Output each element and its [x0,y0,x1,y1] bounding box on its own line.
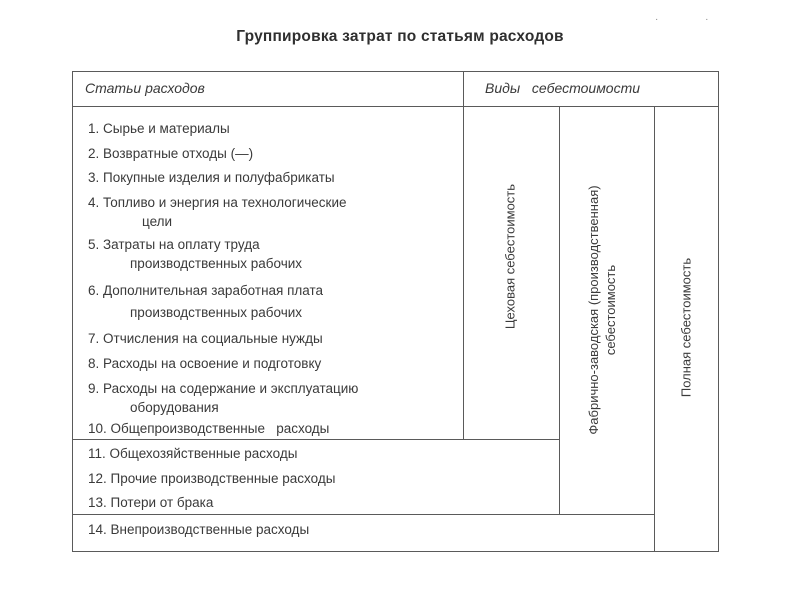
decorative-dots: · · [655,14,731,25]
shop-cost-label: Цеховая себестоимость [502,183,518,330]
list-item: 4. Топливо и энергия на технологические [88,195,347,210]
table-top-border [72,71,719,72]
list-item: 3. Покупные изделия и полуфабрикаты [88,170,335,185]
column-divider-full [654,106,655,552]
header-bottom-border [72,106,719,107]
list-item: 2. Возвратные отходы (—) [88,146,254,161]
column-divider-main [463,71,464,440]
list-item: 10. Общепроизводственные расходы [88,421,330,436]
list-item: 13. Потери от брака [88,495,214,510]
list-item: 11. Общехозяйственные расходы [88,446,298,461]
list-item: 1. Сырье и материалы [88,121,230,136]
column-divider-factory [559,106,560,514]
list-item: 8. Расходы на освоение и подготовку [88,356,322,371]
header-cost-types: Виды себестоимости [485,80,641,96]
list-item-continuation: производственных рабочих [130,305,303,320]
factory-cost-label-line2: себестоимость [603,264,618,356]
header-cost-items: Статьи расходов [85,80,205,96]
list-item: 9. Расходы на содержание и эксплуатацию [88,381,359,396]
table-bottom-border [72,551,719,552]
table-right-border [718,71,719,552]
list-item: 5. Затраты на оплату труда [88,237,260,252]
group-separator-factory [72,514,655,515]
list-item: 12. Прочие производственные расходы [88,471,336,486]
list-item-continuation: оборудования [130,400,219,415]
page-title: Группировка затрат по статьям расходов [236,28,564,45]
list-item-continuation: цели [142,214,173,229]
factory-cost-label-line1: Фабрично-заводская (производственная) [586,185,601,435]
list-item-continuation: производственных рабочих [130,256,303,271]
full-cost-label: Полная себестоимость [678,257,694,398]
list-item: 6. Дополнительная заработная плата [88,283,324,298]
table-left-border [72,71,73,552]
group-separator-shop [72,439,560,440]
factory-cost-label [585,155,619,465]
list-item: 7. Отчисления на социальные нужды [88,331,323,346]
list-item: 14. Внепроизводственные расходы [88,522,310,537]
